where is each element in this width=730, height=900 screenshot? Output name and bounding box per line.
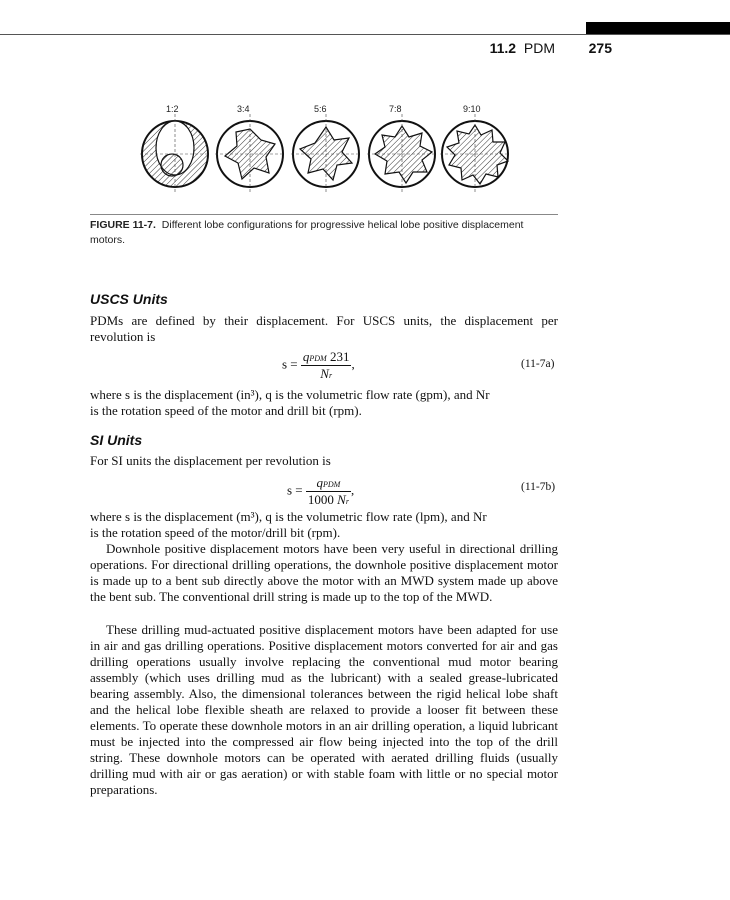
figure-caption bbox=[90, 218, 558, 248]
lobe-label-1: 1:2 bbox=[166, 104, 179, 114]
lobe-diagram-7-8 bbox=[367, 114, 437, 192]
si-heading: SI Units bbox=[90, 432, 143, 448]
si-where-line-1: where s is the displacement (m³), q is the volumetric flow rate (lpm), and Nr bbox=[90, 509, 487, 524]
lobe-label-5: 9:10 bbox=[463, 104, 481, 114]
si-intro: For SI units the displacement per revolution is bbox=[90, 453, 331, 468]
lobe-diagram-5-6 bbox=[291, 114, 361, 192]
body-paragraph-2: These drilling mud-actuated positive displacement motors have been adapted for use in air and gas drilling operations. Positive displacement motors converted for air and gas drilling operations usually involve replacing the conventional mud motor bearing assembly (which uses drilling mud as the lubricant) with a sealed grease-lubricated bearing assembly. Also, the dimensional tolerances between the rigid helical lobe shaft and the helical lobe flexible sheath are relaxed to provide a looser fit between these elements. To operate these downhole motors in an air drilling operation, a liquid lubricant must be injected into the compressed air flow being injected into the top of the drill string. These downhole motors can be operated with aerated drilling fluids (usually drilling mud with air or gas aeration) or with stable foam with little or no special motor preparations. bbox=[90, 622, 558, 797]
equation-11-7b bbox=[287, 475, 354, 508]
lobe-label-2: 3:4 bbox=[237, 104, 250, 114]
eq-b-lhs: s = bbox=[287, 482, 303, 498]
body-paragraph-1: Downhole positive displacement motors have been very useful in directional drilling operations. For directional drilling operations, the downhole positive displacement motor is made up to a bent sub directly above the motor with an MWD system made up above the bent sub. The conventional drill string is made up to the top of the MWD. bbox=[90, 541, 558, 604]
uscs-heading: USCS Units bbox=[90, 291, 168, 307]
section-number: 11.2 bbox=[489, 40, 517, 56]
eq-b-denominator: 1000 Nr bbox=[307, 492, 349, 507]
equation-number-b: (11-7b) bbox=[521, 481, 556, 493]
lobe-label-3: 5:6 bbox=[314, 104, 327, 114]
equation-11-7a bbox=[282, 349, 355, 382]
caption-label: FIGURE 11-7. bbox=[90, 219, 156, 231]
eq-a-numerator: qPDM 231 bbox=[302, 349, 350, 364]
uscs-where-line-2: is the rotation speed of the motor and drill bit (rpm). bbox=[90, 403, 362, 418]
lobe-diagram-3-4 bbox=[215, 114, 285, 192]
uscs-where-line-1: where s is the displacement (in³), q is the volumetric flow rate (gpm), and Nr bbox=[90, 387, 490, 402]
eq-b-fraction bbox=[306, 475, 351, 508]
header-rule bbox=[0, 34, 730, 35]
lobe-diagram-9-10 bbox=[440, 114, 510, 192]
eq-b-numerator: qPDM bbox=[306, 475, 351, 492]
eq-a-denominator: Nr bbox=[320, 366, 333, 381]
eq-a-lhs: s = bbox=[282, 356, 298, 372]
section-title: PDM bbox=[523, 40, 555, 56]
equation-number-a: (11-7a) bbox=[521, 358, 555, 370]
caption-text: Different lobe configurations for progressive helical lobe positive displacement motors. bbox=[90, 219, 524, 246]
page-number: 275 bbox=[588, 40, 612, 56]
running-section bbox=[490, 40, 555, 56]
eq-a-comma: , bbox=[351, 356, 355, 372]
lobe-label-4: 7:8 bbox=[389, 104, 402, 114]
lobe-configurations-figure bbox=[130, 102, 530, 196]
uscs-intro: PDMs are defined by their displacement. For USCS units, the displacement per revolution is bbox=[90, 313, 558, 344]
uscs-where bbox=[90, 387, 558, 419]
caption-rule bbox=[90, 214, 558, 215]
eq-a-fraction bbox=[301, 349, 355, 382]
lobe-diagram-1-2 bbox=[140, 114, 210, 192]
si-where bbox=[90, 509, 558, 541]
eq-b-comma: , bbox=[350, 482, 355, 498]
si-where-line-2: is the rotation speed of the motor/drill bit (rpm). bbox=[90, 525, 341, 540]
